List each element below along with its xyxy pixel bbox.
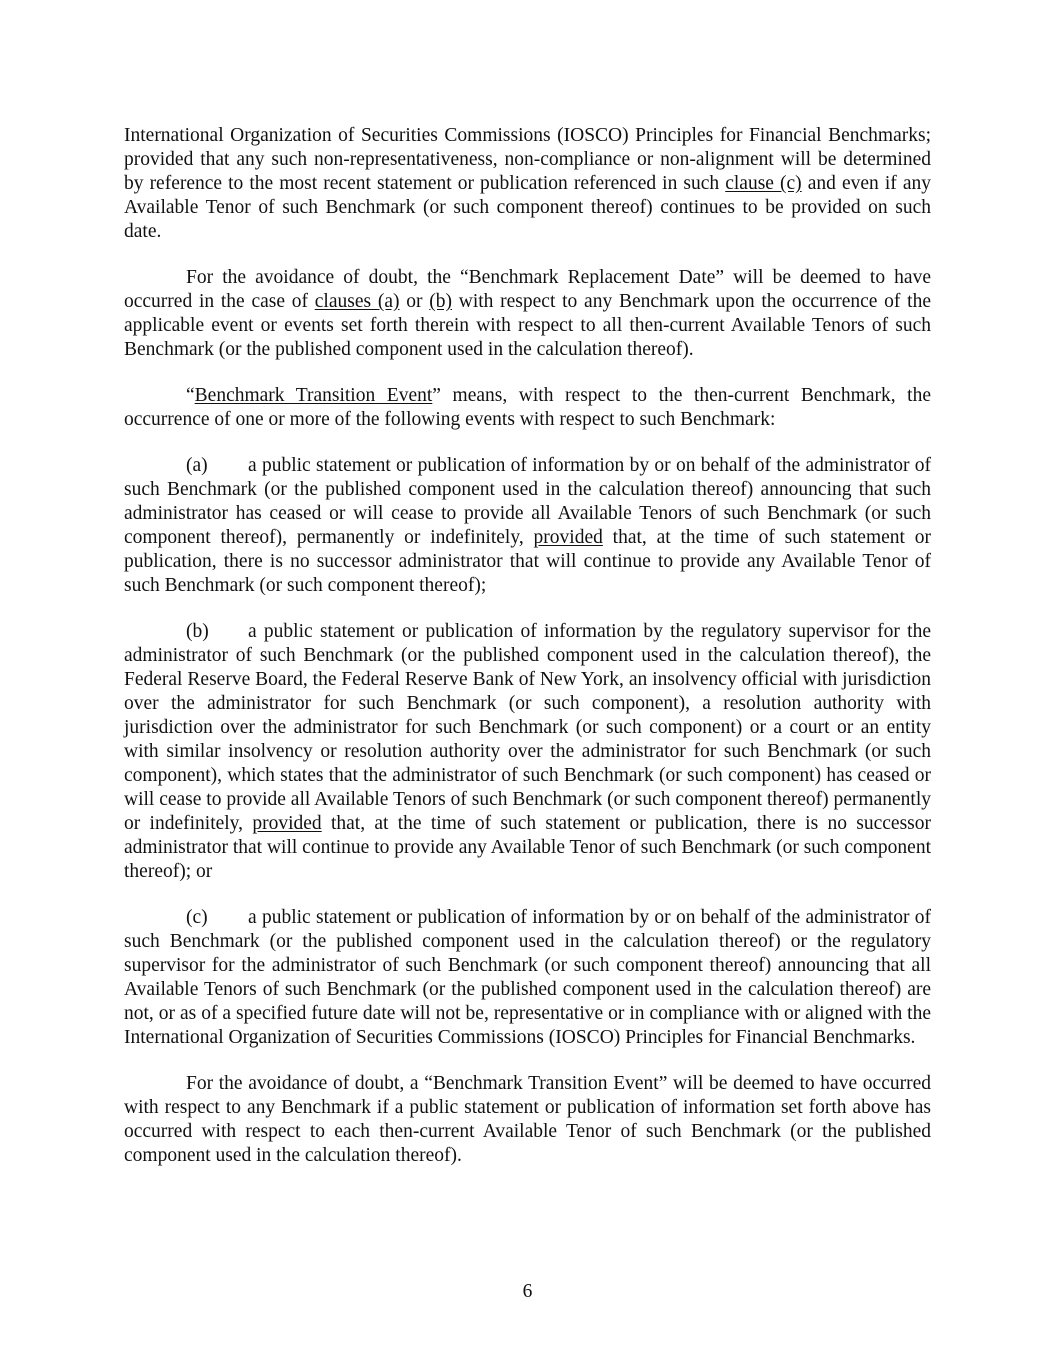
text-segment: a public statement or publication of information by or on behalf of the administrator of such Benchmark (or the published component used in the calculation thereof) announcing that such administrator has ceased or will cease to provide all Available Tenors of such Benchmark (or such component thereof), permanently or indefinitely, — [124, 455, 931, 548]
item-label-b: (b) — [186, 621, 209, 642]
text-segment: or — [399, 291, 430, 312]
clause-c-reference: clause (c) — [725, 173, 802, 194]
provided-term: provided — [252, 813, 322, 834]
provided-term: provided — [533, 527, 603, 548]
text-segment: “ — [186, 385, 195, 406]
list-item-a — [124, 454, 931, 598]
paragraph-iosco-continuation — [124, 124, 931, 244]
text-segment: with respect to any Benchmark upon the occurrence of the applicable event or events set forth therein with respect to all then-current Available Tenors of such Benchmark (or the published component used in the calculation thereof). — [124, 291, 932, 360]
text-segment: a public statement or publication of information by the regulatory supervisor for the administrator of such Benchmark (or the published component used in the calculation thereof), the Federal Reserve Board, the Federal Reserve Bank of New York, an insolvency official with jurisdiction over the administrator for such Benchmark (or such component), a resolution authority with jurisdiction over the administrator for such Benchmark (or such component) or a court or an entity with similar insolvency or resolution authority over the administrator for such Benchmark (or such component), which states that the administrator of such Benchmark (or such component) has ceased or will cease to provide all Available Tenors of such Benchmark (or such component thereof) permanently or indefinitely, — [124, 621, 931, 834]
text-segment: ” means, with respect to the then-current Benchmark, the occurrence of one or more of the following events with respect to such Benchmark: — [124, 385, 931, 430]
text-segment: International Organization of Securities Commissions (IOSCO) Principles for Financial Benchmarks; provided that any such non-representativeness, non-compliance or non-alignment will be determined by reference to the most recent statement or publication referenced in such — [124, 125, 931, 194]
text-segment: a public statement or publication of information by or on behalf of the administrator of such Benchmark (or the published component used in the calculation thereof) or the regulatory supervisor for the administrator of such Benchmark (or such component thereof) announcing that all Available Tenors of such Benchmark (or the published component used in the calculation thereof) are not, or as of a specified future date will not be, representative or in compliance with or aligned with the International Organization of Securities Commissions (IOSCO) Principles for Financial Benchmarks. — [124, 907, 931, 1048]
list-item-c — [124, 906, 931, 1050]
defined-term-benchmark-transition-event: Benchmark Transition Event — [194, 385, 433, 406]
paragraph-transition-event-clarification — [124, 1072, 931, 1168]
text-segment: that, at the time of such statement or publication, there is no successor administrator that will continue to provide any Available Tenor of such Benchmark (or such component thereof); — [124, 527, 932, 596]
text-segment: that, at the time of such statement or publication, there is no successor administrator that will continue to provide any Available Tenor of such Benchmark (or such component thereof); or — [124, 813, 931, 882]
paragraph-replacement-date-clarification — [124, 266, 931, 362]
text-segment: For the avoidance of doubt, a “Benchmark Transition Event” will be deemed to have occurred with respect to any Benchmark if a public statement or publication of information set forth above has occurred with respect to each then-current Available Tenor of such Benchmark (or the published component used in the calculation thereof). — [124, 1073, 931, 1166]
item-label-a: (a) — [186, 455, 208, 476]
text-segment: and even if any Available Tenor of such Benchmark (or such component thereof) continues to be provided on such date. — [124, 173, 931, 242]
item-label-c: (c) — [186, 907, 208, 928]
page-number: 6 — [522, 1281, 533, 1302]
clauses-a-reference: clauses (a) — [314, 291, 400, 312]
document-body — [124, 124, 931, 1190]
paragraph-transition-event-definition — [124, 384, 931, 432]
list-item-b — [124, 620, 931, 884]
clause-b-reference: (b) — [429, 291, 452, 312]
text-segment: For the avoidance of doubt, the “Benchmark Replacement Date” will be deemed to have occurred in the case of — [124, 267, 931, 312]
